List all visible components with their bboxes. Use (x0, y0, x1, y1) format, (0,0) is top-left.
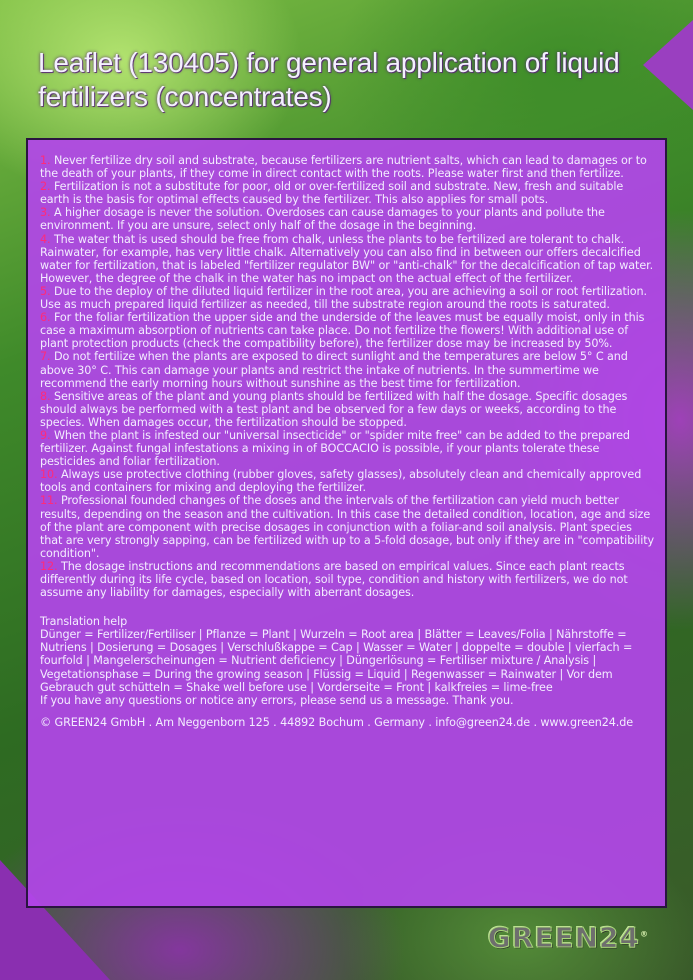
item-text: Sensitive areas of the plant and young plants should be fertilized with half the dosage. Specific dosages should always be performed with a test plant and be observed for a few days or weeks, according to the species. When damages occur, the fertilization should be stopped. (40, 389, 628, 429)
item-number: 12. (40, 559, 58, 573)
item-text: When the plant is infested our "universal insecticide" or "spider mite free" can be added to the prepared fertilizer. Against fungal infestations a mixing in of BOCCACIO is possible, if your plants tolerate these pesticides and foliar fertilization. (40, 428, 630, 469)
instruction-item-9 (40, 429, 655, 468)
item-text: Fertilization is not a substitute for poor, old or over-fertilized soil and substrate. New, fresh and suitable earth is the basis for optimal effects caused by the fertilizer. This also applies for small pots. (40, 180, 624, 207)
instruction-item-5 (40, 285, 655, 311)
instruction-item-7 (40, 350, 655, 389)
leaflet-title: Leaflet (130405) for general application of liquid fertilizers (concentrates) (38, 47, 620, 112)
company-footer: © GREEN24 GmbH . Am Neggenborn 125 . 44892 Bochum . Germany . info@green24.de . www.green24.de (40, 715, 634, 729)
item-text: Professional founded changes of the doses and the intervals of the fertilization can yield much better results, depending on the season and the cultivation. In this case the detailed condition, location, age and size of the plant are component with precise dosages in conjunction with a foliar-and soil analysis. Plant species that are very strongly sapping, can be fertilized with up to a 5-fold dosage, but only if they are in "compatibility condition". (40, 494, 655, 560)
item-text: Never fertilize dry soil and substrate, because fertilizers are nutrient salts, which can lead to damages or to the death of your plants, if they come in direct contact with the roots. Please water first and then fertilize. (40, 154, 647, 181)
instruction-item-10 (40, 468, 655, 494)
instruction-item-11 (40, 494, 655, 559)
item-number: 6. (40, 311, 51, 325)
content-panel (26, 138, 667, 908)
instruction-item-3 (40, 206, 655, 232)
item-text: Due to the deploy of the diluted liquid fertilizer in the root area, you are achieving a soil or root fertilization. Use as much prepared liquid fertilizer as needed, till the substrate region around the roots is saturated. (40, 284, 647, 312)
item-text: For the foliar fertilization the upper side and the underside of the leaves must be equally moist, only in this case a maximum absorption of nutrients can take place. Do not fertilize the flowers! With additional use of plant protection products (check the compatibility before), the fertilizer dose may be increased by 50%. (40, 311, 645, 351)
instruction-item-1 (40, 154, 655, 180)
item-text: Always use protective clothing (rubber gloves, safety glasses), absolutely clean and chemically approved tools and containers for mixing and deploying the fertilizer. (40, 468, 642, 495)
green24-logo (488, 921, 649, 954)
instruction-item-8 (40, 390, 655, 429)
item-text: The water that is used should be free from chalk, unless the plants to be fertilized are tolerant to chalk. Rainwater, for example, has very little chalk. Alternatively you can also find in between our offers decalcified water for fertilization, that is labeled "fertilizer regulator BW" or "anti-chalk" for the decalcification of tap water. However, the degree of the chalk in the water has no impact on the actual effect of the fertilizer. (40, 232, 654, 285)
item-number: 11. (40, 494, 58, 508)
instruction-item-12 (40, 560, 655, 599)
item-number: 1. (40, 154, 51, 167)
item-text: Do not fertilize when the plants are exposed to direct sunlight and the temperatures are below 5° C and above 30° C. This can damage your plants and restrict the intake of nutrients. In the summertime we recommend the early morning hours without sunshine as the best time for fertilization. (40, 350, 628, 390)
item-number: 5. (40, 284, 51, 298)
item-text: A higher dosage is never the solution. Overdoses can cause damages to your plants and pollute the environment. If you are unsure, select only half of the dosage in the beginning. (40, 206, 605, 233)
item-number: 3. (40, 206, 51, 220)
item-text: The dosage instructions and recommendations are based on empirical values. Since each plant reacts differently during its life cycle, based on location, soil type, condition and history with fertilizers, we do not assume any liability for damages, especially with aberrant dosages. (40, 559, 628, 600)
translation-help-body: Dünger = Fertilizer/Fertiliser | Pflanze = Plant | Wurzeln = Root area | Blätter = Leaves/Folia | Nährstoffe = Nutriens | Dosierung = Dosages | Verschlußkappe = Cap | Wasser = Water | doppelte = double | vierfach = fourfold | Mangelerscheinungen = Nutrient deficiency | Düngerlösung = Fertiliser mixture / Analysis | Vegetationsphase = During the growing season | Flüssig = Liquid | Regenwasser = Rainwater | Vor dem Gebrauch gut schütteln = Shake well before use | Vorderseite = Front | kalkfreies = lime-free (40, 628, 633, 694)
translation-help-title: Translation help (40, 615, 128, 629)
instruction-item-6 (40, 311, 655, 350)
item-number: 8. (40, 389, 51, 403)
registered-mark: ® (640, 929, 649, 939)
item-number: 9. (40, 428, 51, 442)
section-spacer (40, 599, 655, 615)
instruction-item-2 (40, 180, 655, 206)
instruction-item-4 (40, 233, 655, 285)
item-number: 7. (40, 350, 51, 364)
item-number: 4. (40, 232, 51, 246)
logo-text: GREEN24 (487, 921, 640, 954)
item-number: 2. (40, 180, 51, 194)
item-number: 10. (40, 468, 58, 482)
contact-note: If you have any questions or notice any errors, please send us a message. Thank you. (40, 693, 514, 707)
